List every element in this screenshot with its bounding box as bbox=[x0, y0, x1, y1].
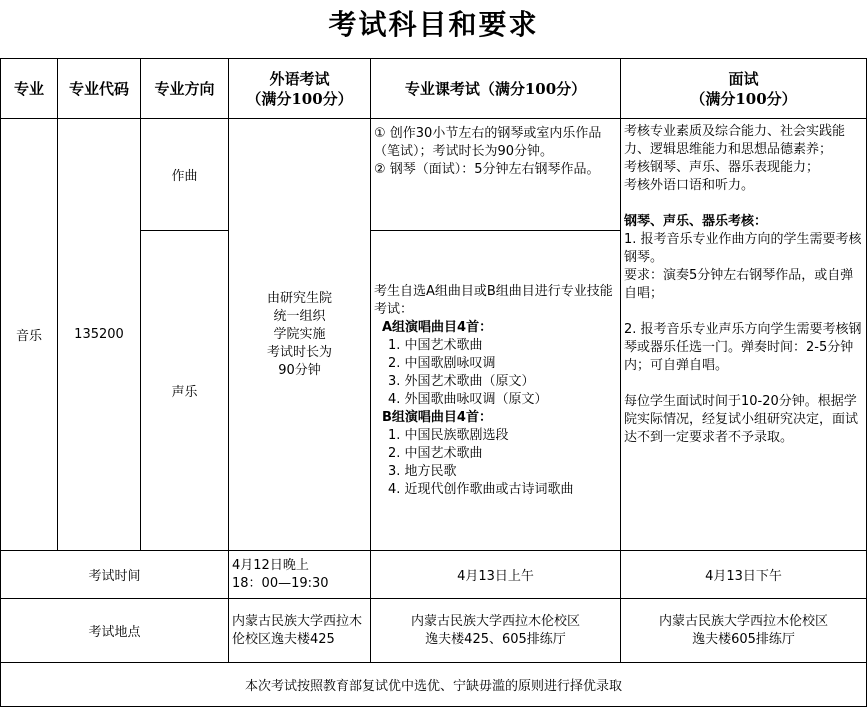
composition-exam-item: ① 创作30小节左右的钢琴或室内乐作品（笔试）；考试时长为90分钟。 bbox=[374, 126, 602, 159]
interview-line: 考核钢琴、声乐、器乐表现能力； bbox=[624, 160, 820, 175]
interview-note: 每位学生面试时间于10-20分钟。根据学院实际情况，经复试小组研究决定，面试达不到一定要求者不予录取。 bbox=[624, 394, 859, 445]
exam-place-interview bbox=[621, 599, 867, 663]
interview-item2: 2. 报考音乐专业声乐方向学生需要考核钢琴或器乐任选一门。弹奏时间：2-5分钟内；可自弹自唱。 bbox=[624, 322, 862, 373]
exam-time-label: 考试时间 bbox=[1, 551, 229, 599]
exam-time-foreign bbox=[229, 551, 371, 599]
group-a-item: 1. 中国艺术歌曲 bbox=[388, 337, 483, 353]
interview-line: 考核专业素质及综合能力、社会实践能力、逻辑思维能力和思想品德素养； bbox=[624, 124, 846, 157]
foreign-line: 考试时长为 bbox=[266, 344, 332, 360]
exam-place-interview-line1: 内蒙古民族大学西拉木伦校区 bbox=[658, 613, 828, 629]
group-a-title: A组演唱曲目4首： bbox=[382, 319, 493, 335]
group-b-title: B组演唱曲目4首： bbox=[382, 409, 492, 425]
exam-place-professional bbox=[371, 599, 621, 663]
group-b-item: 4. 近现代创作歌曲或古诗词歌曲 bbox=[388, 481, 574, 497]
exam-time-foreign-line1: 4月12日晚上 bbox=[232, 557, 309, 573]
vocal-intro: 考生自选A组曲目或B组曲目进行专业技能考试： bbox=[374, 283, 613, 317]
interview-cell bbox=[621, 119, 867, 551]
exam-place-professional-line2: 逸夫楼425、605排练厅 bbox=[425, 631, 566, 647]
group-b-item: 1. 中国民族歌剧选段 bbox=[388, 427, 509, 443]
direction-vocal: 声乐 bbox=[141, 231, 229, 551]
header-foreign-line1: 外语考试 bbox=[269, 69, 330, 88]
major-cell: 音乐 bbox=[1, 119, 58, 551]
header-major: 专业 bbox=[1, 59, 58, 119]
group-b-item: 2. 中国艺术歌曲 bbox=[388, 445, 483, 461]
header-interview-line1: 面试 bbox=[728, 69, 759, 88]
exam-place-foreign: 内蒙古民族大学西拉木伦校区逸夫楼425 bbox=[229, 599, 371, 663]
foreign-line: 学院实施 bbox=[273, 326, 326, 342]
group-a-item: 2. 中国歌剧咏叹调 bbox=[388, 355, 496, 371]
composition-exam-item: ② 钢琴（面试）：5分钟左右钢琴作品。 bbox=[374, 162, 600, 177]
header-interview bbox=[621, 59, 867, 119]
exam-place-professional-line1: 内蒙古民族大学西拉木伦校区 bbox=[410, 613, 580, 629]
exam-table bbox=[0, 58, 867, 707]
code-cell: 135200 bbox=[58, 119, 141, 551]
footer-note: 本次考试按照教育部复试优中选优、宁缺毋滥的原则进行择优录取 bbox=[1, 663, 867, 707]
footer-row bbox=[1, 663, 867, 707]
group-a-item: 3. 外国艺术歌曲（原文） bbox=[388, 373, 535, 389]
exam-place-interview-line2: 逸夫楼605排练厅 bbox=[692, 631, 795, 647]
composition-exam-cell bbox=[371, 119, 621, 231]
header-interview-line2: （满分100分） bbox=[690, 89, 797, 108]
interview-subtitle: 钢琴、声乐、器乐考核： bbox=[624, 214, 768, 229]
interview-line: 考核外语口语和听力。 bbox=[624, 178, 755, 193]
exam-place-label: 考试地点 bbox=[1, 599, 229, 663]
vocal-exam-cell bbox=[371, 231, 621, 551]
direction-composition: 作曲 bbox=[141, 119, 229, 231]
page-title: 考试科目和要求 bbox=[328, 8, 539, 41]
exam-time-interview: 4月13日下午 bbox=[621, 551, 867, 599]
foreign-line: 由研究生院 bbox=[266, 290, 332, 306]
header-foreign-language bbox=[229, 59, 371, 119]
interview-item1-requirement: 要求：演奏5分钟左右钢琴作品，或自弹自唱； bbox=[624, 268, 854, 301]
interview-item1: 1. 报考音乐专业作曲方向的学生需要考核钢琴。 bbox=[624, 232, 862, 265]
foreign-line: 统一组织 bbox=[273, 308, 326, 324]
header-professional: 专业课考试（满分100分） bbox=[371, 59, 621, 119]
exam-time-professional: 4月13日上午 bbox=[371, 551, 621, 599]
header-row bbox=[1, 59, 867, 119]
header-code: 专业代码 bbox=[58, 59, 141, 119]
composition-row bbox=[1, 119, 867, 231]
foreign-line: 90分钟 bbox=[278, 362, 321, 378]
foreign-language-cell bbox=[229, 119, 371, 551]
exam-time-foreign-line2: 18：00—19:30 bbox=[232, 575, 329, 591]
exam-time-row bbox=[1, 551, 867, 599]
group-a-item: 4. 外国歌曲咏叹调（原文） bbox=[388, 391, 548, 407]
header-foreign-line2: （满分100分） bbox=[246, 89, 353, 108]
group-b-item: 3. 地方民歌 bbox=[388, 463, 457, 479]
exam-place-row bbox=[1, 599, 867, 663]
header-direction: 专业方向 bbox=[141, 59, 229, 119]
